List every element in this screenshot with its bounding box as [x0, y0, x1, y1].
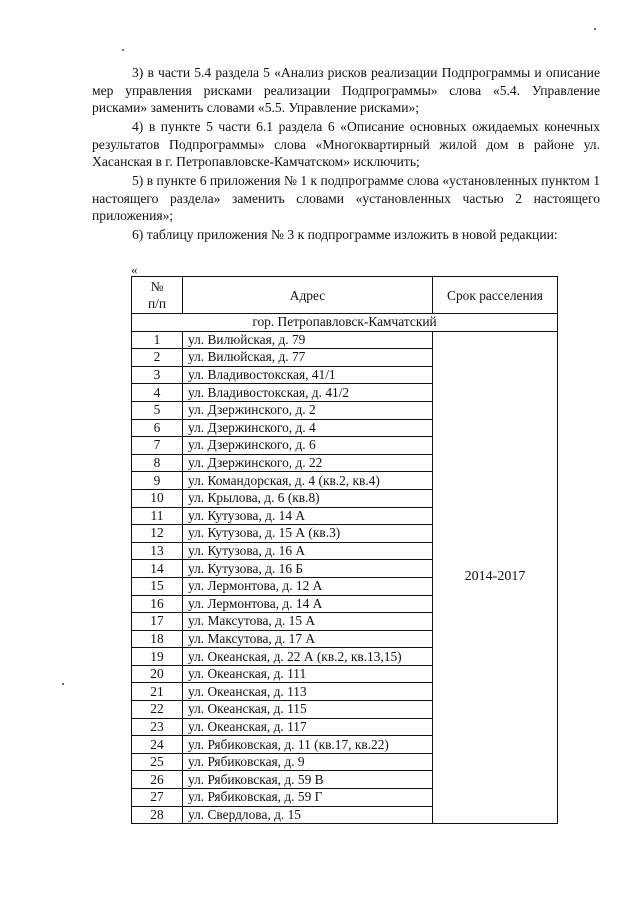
table-header-row	[132, 277, 558, 314]
header-number-line1: №	[150, 279, 164, 294]
row-number: 18	[132, 630, 183, 648]
row-number: 6	[132, 419, 183, 437]
row-address: ул. Вилюйская, д. 79	[183, 331, 433, 349]
row-address: ул. Океанская, д. 111	[183, 665, 433, 683]
row-number: 9	[132, 472, 183, 490]
row-address: ул. Океанская, д. 115	[183, 701, 433, 719]
row-number: 1	[132, 331, 183, 349]
row-number: 16	[132, 595, 183, 613]
header-number	[132, 277, 183, 314]
row-number: 15	[132, 577, 183, 595]
row-number: 26	[132, 771, 183, 789]
row-number: 2	[132, 349, 183, 367]
row-number: 8	[132, 454, 183, 472]
city-name: гор. Петропавловск-Камчатский	[132, 314, 558, 332]
row-address: ул. Владивостокская, д. 41/2	[183, 384, 433, 402]
row-number: 23	[132, 718, 183, 736]
row-address: ул. Дзержинского, д. 2	[183, 401, 433, 419]
header-term: Срок расселения	[433, 277, 558, 314]
row-address: ул. Дзержинского, д. 22	[183, 454, 433, 472]
row-address: ул. Океанская, д. 113	[183, 683, 433, 701]
header-number-line2: п/п	[147, 296, 167, 311]
row-number: 21	[132, 683, 183, 701]
table-row	[132, 331, 558, 349]
row-number: 7	[132, 437, 183, 455]
row-address: ул. Максутова, д. 17 А	[183, 630, 433, 648]
row-address: ул. Командорская, д. 4 (кв.2, кв.4)	[183, 472, 433, 490]
row-address: ул. Рябиковская, д. 11 (кв.17, кв.22)	[183, 736, 433, 754]
paragraph-5: 5) в пункте 6 приложения № 1 к подпрограмме слова «установленных пунктом 1 настоящего раздела» заменить словами «установленных частью 2 настоящего приложения»;	[92, 173, 600, 224]
row-number: 19	[132, 648, 183, 666]
row-number: 17	[132, 613, 183, 631]
row-number: 20	[132, 665, 183, 683]
row-number: 22	[132, 701, 183, 719]
resettlement-term: 2014-2017	[433, 331, 558, 824]
scan-speck	[62, 683, 64, 685]
row-number: 24	[132, 736, 183, 754]
scan-speck	[122, 49, 124, 51]
row-address: ул. Крылова, д. 6 (кв.8)	[183, 489, 433, 507]
row-address: ул. Кутузова, д. 16 Б	[183, 560, 433, 578]
opening-quote-mark: «	[131, 262, 138, 277]
row-number: 10	[132, 489, 183, 507]
row-address: ул. Лермонтова, д. 12 А	[183, 577, 433, 595]
scan-speck	[594, 28, 596, 30]
row-address: ул. Океанская, д. 117	[183, 718, 433, 736]
row-address: ул. Рябиковская, д. 59 Г	[183, 789, 433, 807]
row-address: ул. Кутузова, д. 14 А	[183, 507, 433, 525]
row-address: ул. Вилюйская, д. 77	[183, 349, 433, 367]
row-address: ул. Свердлова, д. 15	[183, 806, 433, 824]
row-number: 13	[132, 542, 183, 560]
row-number: 25	[132, 753, 183, 771]
city-row	[132, 314, 558, 332]
row-number: 28	[132, 806, 183, 824]
row-address: ул. Кутузова, д. 16 А	[183, 542, 433, 560]
row-address: ул. Океанская, д. 22 А (кв.2, кв.13,15)	[183, 648, 433, 666]
paragraph-4: 4) в пункте 5 части 6.1 раздела 6 «Описание основных ожидаемых конечных результатов Подпрограммы» слова «Многоквартирный жилой дом в районе ул. Хасанская в г. Петропавловске-Камчатском» исключить;	[92, 119, 600, 170]
row-address: ул. Максутова, д. 15 А	[183, 613, 433, 631]
row-address: ул. Лермонтова, д. 14 А	[183, 595, 433, 613]
header-address: Адрес	[183, 277, 433, 314]
row-address: ул. Кутузова, д. 15 А (кв.3)	[183, 525, 433, 543]
paragraph-3: 3) в части 5.4 раздела 5 «Анализ рисков реализации Подпрограммы и описание мер управления рисками реализации Подпрограммы» слова «5.4. Управление рисками» заменить словами «5.5. Управление рисками»;	[92, 65, 600, 116]
row-number: 27	[132, 789, 183, 807]
row-address: ул. Рябиковская, д. 9	[183, 753, 433, 771]
row-address: ул. Дзержинского, д. 6	[183, 437, 433, 455]
row-address: ул. Рябиковская, д. 59 В	[183, 771, 433, 789]
row-number: 14	[132, 560, 183, 578]
row-number: 3	[132, 366, 183, 384]
row-address: ул. Владивостокская, 41/1	[183, 366, 433, 384]
resettlement-address-table	[131, 276, 558, 824]
paragraph-6: 6) таблицу приложения № 3 к подпрограмме изложить в новой редакции:	[132, 227, 558, 242]
row-number: 12	[132, 525, 183, 543]
row-number: 11	[132, 507, 183, 525]
row-address: ул. Дзержинского, д. 4	[183, 419, 433, 437]
row-number: 5	[132, 401, 183, 419]
row-number: 4	[132, 384, 183, 402]
